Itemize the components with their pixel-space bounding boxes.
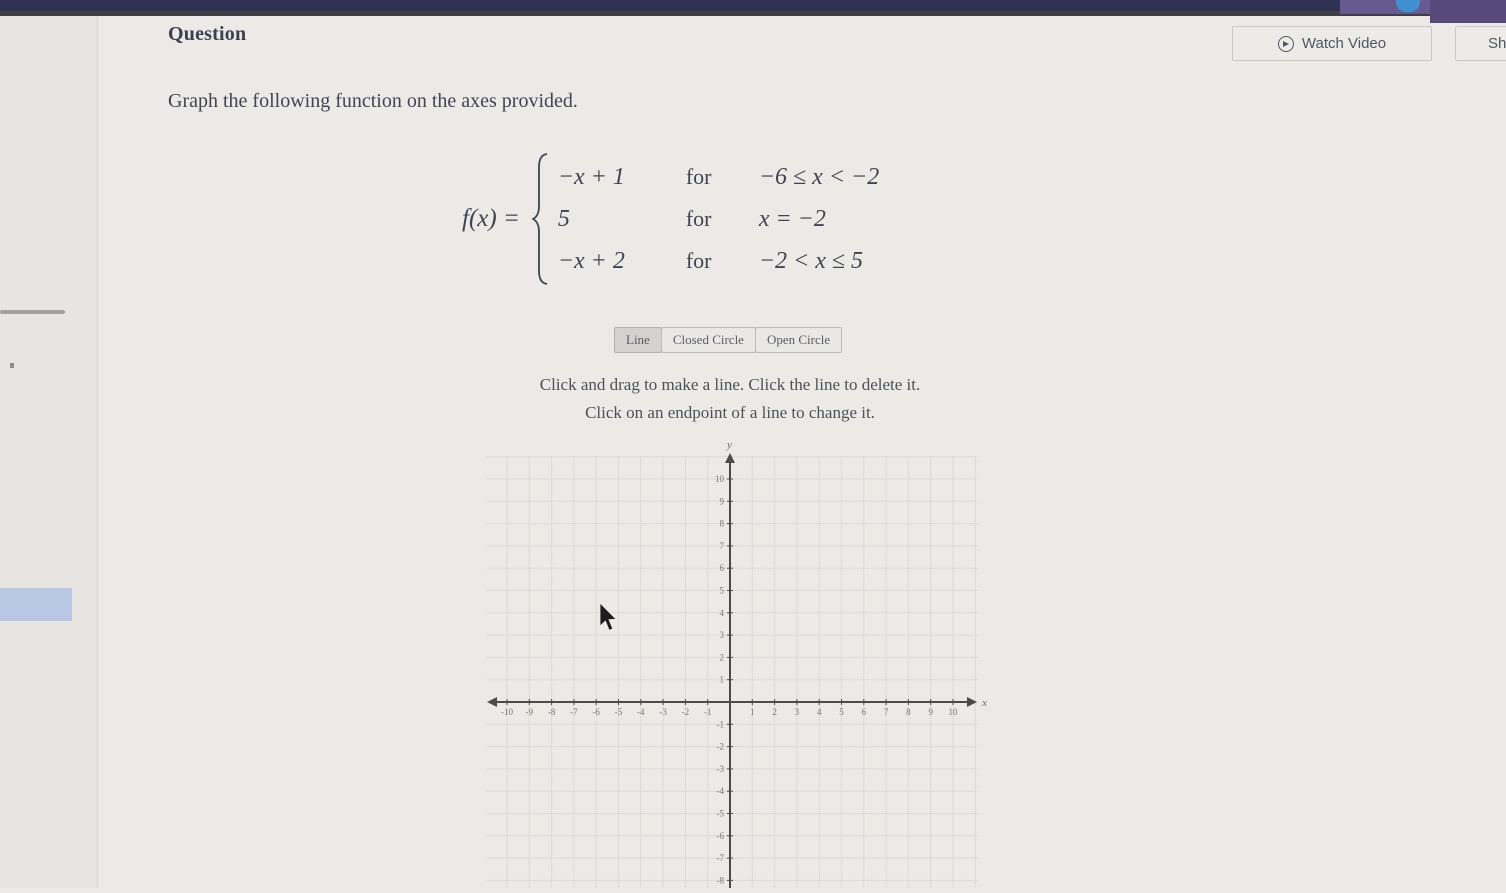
piece-expression: −x + 2 xyxy=(557,247,625,274)
y-tick-label: 3 xyxy=(719,630,724,641)
x-tick-label: -10 xyxy=(501,707,513,717)
x-tick-label: 7 xyxy=(883,707,889,717)
drawing-tools xyxy=(615,327,842,353)
browser-top-bar xyxy=(0,0,1506,11)
show-example-label: Sh xyxy=(1488,35,1506,52)
piecewise-rows xyxy=(558,156,879,282)
x-tick-label: -5 xyxy=(614,707,623,717)
x-axis-arrow-left xyxy=(487,697,497,707)
tool-open-circle-button[interactable]: Open Circle xyxy=(755,327,842,353)
x-tick-label: 3 xyxy=(794,707,800,717)
y-tick-label: -5 xyxy=(716,808,724,819)
piece-condition: x = −2 xyxy=(758,205,826,232)
x-tick-label: -9 xyxy=(525,707,534,717)
x-tick-label: -1 xyxy=(703,707,712,717)
mouse-cursor xyxy=(598,602,620,634)
piece-condition: −2 < x ≤ 5 xyxy=(758,247,864,274)
tool-closed-circle-button[interactable]: Closed Circle xyxy=(661,327,756,353)
y-tick-label: 2 xyxy=(719,652,724,663)
x-tick-label: -7 xyxy=(570,707,578,717)
y-tick-label: 7 xyxy=(719,540,724,551)
page-title: Question xyxy=(168,23,247,45)
instruction-line-1: Click and drag to make a line. Click the line to delete it. xyxy=(539,375,921,394)
piece-expression: −x + 1 xyxy=(557,163,625,190)
function-lhs: f(x) = xyxy=(462,205,520,232)
x-tick-label: -3 xyxy=(659,707,667,717)
x-tick-label: -2 xyxy=(681,707,690,717)
x-tick-label: 9 xyxy=(928,707,933,717)
y-tick-label: -4 xyxy=(716,786,724,797)
piece-condition: −6 ≤ x < −2 xyxy=(758,163,880,190)
y-tick-label: -7 xyxy=(716,853,724,864)
x-tick-label: -8 xyxy=(547,707,556,717)
instruction-line-2: Click on an endpoint of a line to change it. xyxy=(585,403,875,422)
piece-keyword: for xyxy=(685,164,712,189)
y-tick-label: -1 xyxy=(716,719,724,730)
x-tick-label: 2 xyxy=(772,707,777,717)
problem-prompt: Graph the following function on the axes provided. xyxy=(168,90,578,112)
sidebar-bullet-dot xyxy=(10,363,14,368)
x-tick-label: 5 xyxy=(839,707,844,717)
y-tick-label: 6 xyxy=(719,563,724,574)
y-tick-label: 5 xyxy=(719,585,724,596)
y-tick-label: -8 xyxy=(716,875,724,886)
y-axis-arrow-top xyxy=(725,453,735,463)
y-tick-label: -6 xyxy=(716,830,724,841)
coordinate-grid[interactable] xyxy=(485,438,990,888)
x-tick-label: -6 xyxy=(592,707,600,717)
y-tick-label: -2 xyxy=(716,741,724,752)
piece-keyword: for xyxy=(685,206,712,231)
play-circle-icon xyxy=(1278,36,1294,52)
y-tick-label: 1 xyxy=(719,674,724,685)
x-tick-label: 8 xyxy=(906,707,911,717)
left-sidebar-edge xyxy=(0,16,98,888)
sidebar-divider-line xyxy=(0,310,65,314)
y-tick-label: 9 xyxy=(719,496,724,507)
instructions xyxy=(380,371,1080,427)
y-tick-label: 8 xyxy=(719,518,724,529)
watch-video-label: Watch Video xyxy=(1301,35,1387,52)
sidebar-highlight-item[interactable] xyxy=(0,588,72,621)
browser-theme-decoration xyxy=(1430,0,1506,23)
x-tick-label: 6 xyxy=(861,707,867,717)
x-tick-label: 4 xyxy=(816,707,822,717)
x-tick-label: 10 xyxy=(948,707,958,717)
brace-glyph xyxy=(532,152,550,286)
watch-video-button[interactable] xyxy=(1232,26,1432,61)
tool-line-button[interactable]: Line xyxy=(614,327,662,353)
y-axis-label: y xyxy=(727,439,732,451)
y-tick-label: -3 xyxy=(716,763,724,774)
piece-expression: 5 xyxy=(557,205,570,232)
show-example-button[interactable] xyxy=(1455,26,1506,61)
x-tick-label: 1 xyxy=(750,707,755,717)
x-tick-label: -4 xyxy=(637,707,645,717)
window-divider-strip xyxy=(0,11,1506,16)
piecewise-function xyxy=(462,152,879,286)
y-tick-label: 10 xyxy=(715,474,724,484)
y-tick-label: 4 xyxy=(719,607,724,618)
x-axis-label: x xyxy=(982,697,987,709)
piece-keyword: for xyxy=(685,248,712,273)
